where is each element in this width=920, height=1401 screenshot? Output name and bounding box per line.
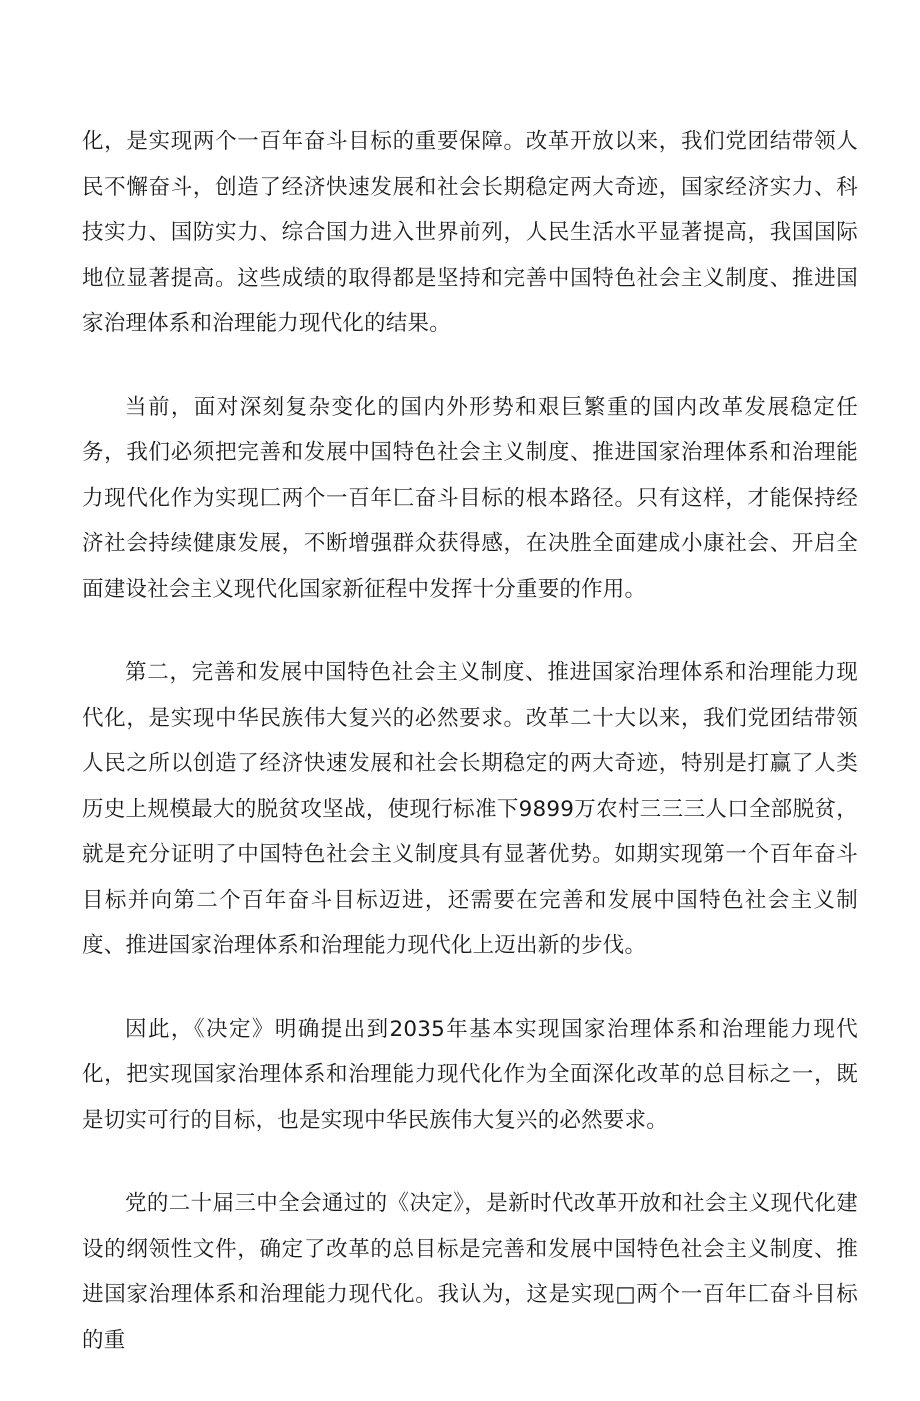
paragraph-5: 党的二十届三中全会通过的《决定》，是新时代改革开放和社会主义现代化建设的纲领性文件，确定了改革的总目标是完善和发展中国特色社会主义制度、推进国家治理体系和治理能力现代化。我认为，这是实现□两个一百年匚奋斗目标的重 — [82, 1191, 858, 1353]
paragraph-3: 第二，完善和发展中国特色社会主义制度、推进国家治理体系和治理能力现代化，是实现中华民族伟大复兴的必然要求。改革二十大以来，我们党团结带领人民之所以创造了经济快速发展和社会长期稳定的两大奇迹，特别是打赢了人类历史上规模最大的脱贫攻坚战，使现行标准下9899万农村三三三人口全部脱贫，就是充分证明了中国特色社会主义制度具有显著优势。如期实现第一个百年奋斗目标并向第二个百年奋斗目标迈进，还需要在完善和发展中国特色社会主义制度、推进国家治理体系和治理能力现代化上迈出新的步伐。 — [82, 660, 858, 958]
document-body — [82, 119, 858, 1401]
paragraph-2: 当前，面对深刻复杂变化的国内外形势和艰巨繁重的国内改革发展稳定任务，我们必须把完善和发展中国特色社会主义制度、推进国家治理体系和治理能力现代化作为实现匚两个一百年匚奋斗目标的根本路径。只有这样，才能保持经济社会持续健康发展，不断增强群众获得感，在决胜全面建成小康社会、开启全面建设社会主义现代化国家新征程中发挥十分重要的作用。 — [82, 394, 858, 602]
paragraph-1: 化，是实现两个一百年奋斗目标的重要保障。改革开放以来，我们党团结带领人民不懈奋斗，创造了经济快速发展和社会长期稳定两大奇迹，国家经济实力、科技实力、国防实力、综合国力进入世界前列，人民生活水平显著提高，我国国际地位显著提高。这些成绩的取得都是坚持和完善中国特色社会主义制度、推进国家治理体系和治理能力现代化的结果。 — [82, 129, 858, 336]
paragraph-4: 因此，《决定》明确提出到2035年基本实现国家治理体系和治理能力现代化，把实现国家治理体系和治理能力现代化作为全面深化改革的总目标之一，既是切实可行的目标，也是实现中华民族伟大复兴的必然要求。 — [82, 1016, 858, 1133]
